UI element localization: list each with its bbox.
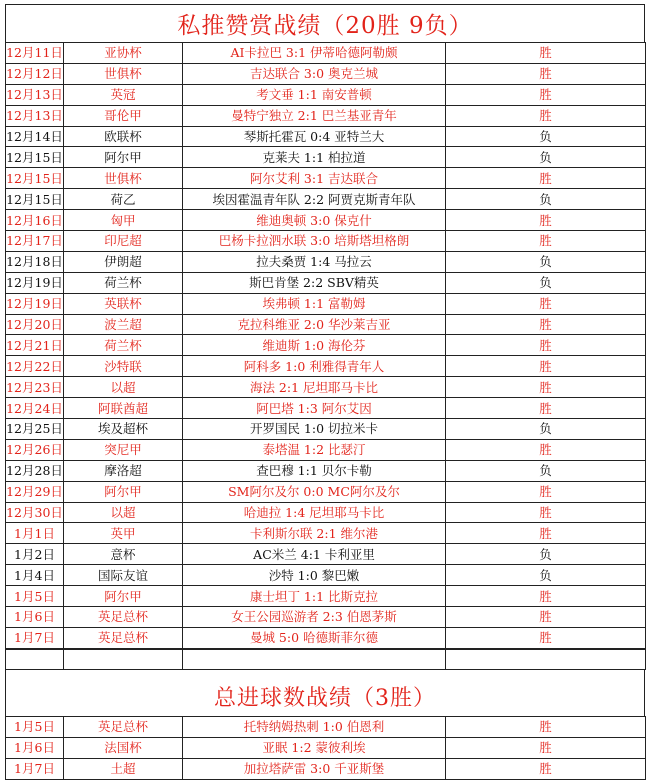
league-cell: 匈甲 [64, 210, 183, 231]
result-cell: 胜 [446, 523, 646, 544]
result-cell: 胜 [446, 210, 646, 231]
league-cell: 英足总杯 [64, 716, 183, 737]
table-row [6, 84, 646, 105]
match-cell: 曼特宁独立 2:1 巴兰基亚青年 [183, 105, 446, 126]
match-cell: 海法 2:1 尼坦耶马卡比 [183, 377, 446, 398]
result-cell: 胜 [446, 231, 646, 252]
date-cell: 12月15日 [6, 189, 64, 210]
match-cell: 开罗国民 1:0 切拉米卡 [183, 419, 446, 440]
league-cell: 摩洛超 [64, 460, 183, 481]
table-row [6, 716, 646, 737]
result-cell: 胜 [446, 586, 646, 607]
match-cell: 埃弗顿 1:1 富勒姆 [183, 293, 446, 314]
date-cell: 1月6日 [6, 737, 64, 758]
date-cell: 12月17日 [6, 231, 64, 252]
date-cell: 12月26日 [6, 439, 64, 460]
league-cell: 英甲 [64, 523, 183, 544]
league-cell: 阿尔甲 [64, 481, 183, 502]
empty-cell [6, 649, 64, 669]
section2-table [5, 716, 646, 780]
table-row [6, 565, 646, 586]
result-cell: 胜 [446, 607, 646, 628]
match-cell: 阿尔艾利 3:1 吉达联合 [183, 168, 446, 189]
table-row [6, 314, 646, 335]
league-cell: 意杯 [64, 544, 183, 565]
date-cell: 12月13日 [6, 105, 64, 126]
table-row [6, 502, 646, 523]
table-row [6, 398, 646, 419]
table-row [6, 356, 646, 377]
date-cell: 12月20日 [6, 314, 64, 335]
date-cell: 12月24日 [6, 398, 64, 419]
match-cell: 查巴穆 1:1 贝尔卡勒 [183, 460, 446, 481]
match-cell: AC米兰 4:1 卡利亚里 [183, 544, 446, 565]
match-cell: 克拉科维亚 2:0 华沙莱吉亚 [183, 314, 446, 335]
date-cell: 1月6日 [6, 607, 64, 628]
table-row [6, 737, 646, 758]
league-cell: 阿尔甲 [64, 147, 183, 168]
section2-title: 总进球数战绩（3胜） [5, 678, 645, 716]
table-row [6, 544, 646, 565]
result-cell: 胜 [446, 356, 646, 377]
match-cell: 泰塔温 1:2 比瑟汀 [183, 439, 446, 460]
result-cell: 胜 [446, 737, 646, 758]
table-row [6, 63, 646, 84]
result-cell: 胜 [446, 758, 646, 779]
date-cell: 12月11日 [6, 43, 64, 64]
match-cell: 女王公园巡游者 2:3 伯恩茅斯 [183, 607, 446, 628]
section1-table [5, 42, 646, 649]
date-cell: 12月14日 [6, 126, 64, 147]
date-cell: 1月7日 [6, 758, 64, 779]
match-cell: 哈迪拉 1:4 尼坦耶马卡比 [183, 502, 446, 523]
table-row [6, 126, 646, 147]
match-cell: 卡利斯尔联 2:1 维尔港 [183, 523, 446, 544]
match-cell: AI卡拉巴 3:1 伊蒂哈德阿勒颇 [183, 43, 446, 64]
league-cell: 欧联杯 [64, 126, 183, 147]
table-row [6, 586, 646, 607]
league-cell: 荷兰杯 [64, 335, 183, 356]
date-cell: 12月30日 [6, 502, 64, 523]
result-cell: 负 [446, 189, 646, 210]
match-cell: 亚眠 1:2 蒙彼利埃 [183, 737, 446, 758]
league-cell: 以超 [64, 377, 183, 398]
record-sheet [5, 4, 645, 780]
result-cell: 胜 [446, 377, 646, 398]
date-cell: 1月7日 [6, 627, 64, 648]
table-row [6, 758, 646, 779]
league-cell: 土超 [64, 758, 183, 779]
date-cell: 12月16日 [6, 210, 64, 231]
result-cell: 负 [446, 419, 646, 440]
table-row [6, 439, 646, 460]
match-cell: 维迪斯 1:0 海伦芬 [183, 335, 446, 356]
result-cell: 胜 [446, 84, 646, 105]
date-cell: 12月15日 [6, 168, 64, 189]
section-gap [5, 649, 646, 670]
empty-cell [183, 649, 446, 669]
date-cell: 12月25日 [6, 419, 64, 440]
table-row [6, 523, 646, 544]
match-cell: 托特纳姆热刺 1:0 伯恩利 [183, 716, 446, 737]
result-cell: 胜 [446, 481, 646, 502]
league-cell: 世俱杯 [64, 168, 183, 189]
result-cell: 胜 [446, 43, 646, 64]
table-row [6, 481, 646, 502]
date-cell: 1月2日 [6, 544, 64, 565]
result-cell: 负 [446, 126, 646, 147]
table-row [6, 607, 646, 628]
match-cell: 沙特 1:0 黎巴嫩 [183, 565, 446, 586]
league-cell: 亚协杯 [64, 43, 183, 64]
date-cell: 12月12日 [6, 63, 64, 84]
result-cell: 负 [446, 460, 646, 481]
result-cell: 胜 [446, 335, 646, 356]
table-row [6, 43, 646, 64]
match-cell: 考文垂 1:1 南安普顿 [183, 84, 446, 105]
match-cell: 吉达联合 3:0 奥克兰城 [183, 63, 446, 84]
date-cell: 1月1日 [6, 523, 64, 544]
result-cell: 负 [446, 544, 646, 565]
match-cell: 埃因霍温青年队 2:2 阿贾克斯青年队 [183, 189, 446, 210]
result-cell: 胜 [446, 314, 646, 335]
match-cell: 曼城 5:0 哈德斯菲尔德 [183, 627, 446, 648]
league-cell: 英足总杯 [64, 627, 183, 648]
match-cell: 斯巴肯堡 2:2 SBV精英 [183, 272, 446, 293]
league-cell: 英联杯 [64, 293, 183, 314]
match-cell: 克莱夫 1:1 柏拉道 [183, 147, 446, 168]
date-cell: 12月15日 [6, 147, 64, 168]
league-cell: 英足总杯 [64, 607, 183, 628]
league-cell: 以超 [64, 502, 183, 523]
result-cell: 胜 [446, 293, 646, 314]
league-cell: 阿尔甲 [64, 586, 183, 607]
match-cell: 阿巴塔 1:3 阿尔艾因 [183, 398, 446, 419]
table-row [6, 419, 646, 440]
result-cell: 胜 [446, 63, 646, 84]
empty-cell [64, 649, 183, 669]
date-cell: 1月4日 [6, 565, 64, 586]
league-cell: 国际友谊 [64, 565, 183, 586]
table-row [6, 627, 646, 648]
league-cell: 英冠 [64, 84, 183, 105]
table-row [6, 293, 646, 314]
league-cell: 印尼超 [64, 231, 183, 252]
match-cell: 阿科多 1:0 利雅得青年人 [183, 356, 446, 377]
date-cell: 12月29日 [6, 481, 64, 502]
result-cell: 胜 [446, 168, 646, 189]
table-row [6, 460, 646, 481]
date-cell: 12月21日 [6, 335, 64, 356]
table-row [6, 377, 646, 398]
table-row [6, 147, 646, 168]
league-cell: 伊朗超 [64, 251, 183, 272]
table-row [6, 251, 646, 272]
league-cell: 荷乙 [64, 189, 183, 210]
result-cell: 负 [446, 272, 646, 293]
table-row [6, 210, 646, 231]
league-cell: 沙特联 [64, 356, 183, 377]
league-cell: 阿联酋超 [64, 398, 183, 419]
league-cell: 荷兰杯 [64, 272, 183, 293]
result-cell: 负 [446, 565, 646, 586]
result-cell: 胜 [446, 105, 646, 126]
date-cell: 1月5日 [6, 716, 64, 737]
result-cell: 胜 [446, 398, 646, 419]
league-cell: 世俱杯 [64, 63, 183, 84]
league-cell: 哥伦甲 [64, 105, 183, 126]
date-cell: 12月23日 [6, 377, 64, 398]
match-cell: 琴斯托霍瓦 0:4 亚特兰大 [183, 126, 446, 147]
table-row [6, 189, 646, 210]
table-row [6, 168, 646, 189]
result-cell: 负 [446, 251, 646, 272]
match-cell: 维迪奥顿 3:0 保克什 [183, 210, 446, 231]
league-cell: 突尼甲 [64, 439, 183, 460]
result-cell: 胜 [446, 716, 646, 737]
date-cell: 12月22日 [6, 356, 64, 377]
date-cell: 12月18日 [6, 251, 64, 272]
league-cell: 埃及超杯 [64, 419, 183, 440]
table-row [6, 272, 646, 293]
date-cell: 1月5日 [6, 586, 64, 607]
league-cell: 波兰超 [64, 314, 183, 335]
match-cell: 巴杨卡拉泗水联 3:0 培斯塔坦格朗 [183, 231, 446, 252]
result-cell: 胜 [446, 502, 646, 523]
match-cell: 加拉塔萨雷 3:0 千亚斯堡 [183, 758, 446, 779]
league-cell: 法国杯 [64, 737, 183, 758]
date-cell: 12月19日 [6, 293, 64, 314]
spacer [5, 670, 645, 678]
date-cell: 12月13日 [6, 84, 64, 105]
result-cell: 胜 [446, 439, 646, 460]
result-cell: 胜 [446, 627, 646, 648]
table-row [6, 105, 646, 126]
match-cell: SM阿尔及尔 0:0 MC阿尔及尔 [183, 481, 446, 502]
section1-title: 私推赞赏战绩（20胜 9负） [5, 4, 645, 42]
date-cell: 12月19日 [6, 272, 64, 293]
table-row [6, 231, 646, 252]
empty-cell [446, 649, 646, 669]
result-cell: 负 [446, 147, 646, 168]
date-cell: 12月28日 [6, 460, 64, 481]
table-row [6, 335, 646, 356]
match-cell: 拉夫桑贾 1:4 马拉云 [183, 251, 446, 272]
match-cell: 康士坦丁 1:1 比斯克拉 [183, 586, 446, 607]
